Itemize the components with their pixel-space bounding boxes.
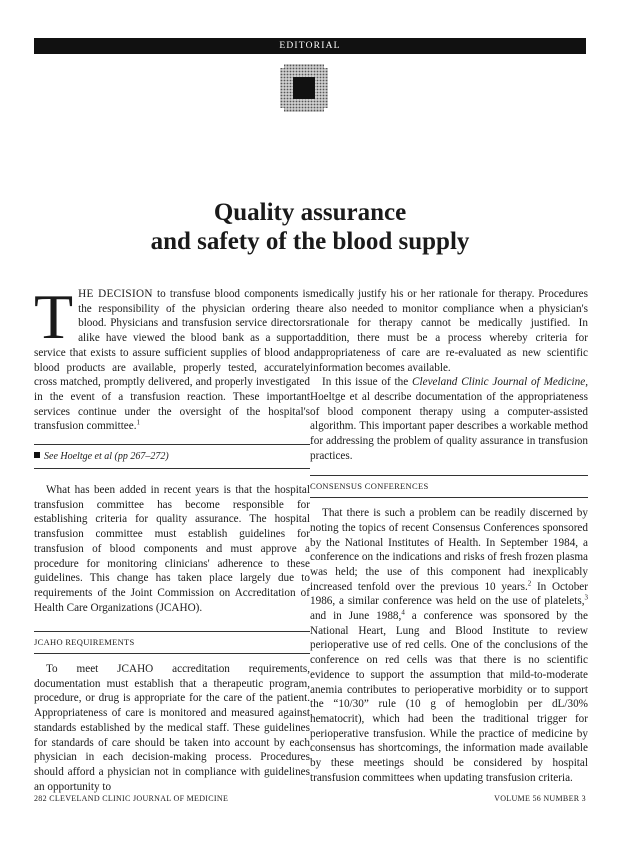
title-line-1: Quality assurance — [213, 199, 407, 226]
right-column — [310, 287, 588, 786]
footer-volume: VOLUME 56 NUMBER 3 — [494, 794, 586, 803]
consensus-text-b: In October 1986, a similar conference was held on the use of platelets, — [310, 580, 588, 608]
see-also-box — [34, 444, 310, 469]
consensus-text-d: a conference was sponsored by the National Heart, Lung and Blood Institute to review perioperative use of red cells. One of the conclusions of the conference on red cells was that there is no scientific evidence to support the assumption that mild-to-moderate anemia contributes to perioperative morbidity or to support the “10/30” rule (10 g of hemoglobin per dL/30% hematocrit), which had been the traditional trigger for perioperative transfusion. While the practice of medicine by consensus has shortcomings, the information made available by these meetings should be considered by hospital transfusion committees when updating transfusion criteria. — [310, 610, 588, 784]
section-header-bar — [34, 38, 586, 54]
section-heading-consensus: CONSENSUS CONFERENCES — [310, 475, 588, 498]
journal-logo-icon — [280, 64, 328, 112]
title-line-2: and safety of the blood supply — [150, 228, 470, 255]
opening-paragraph — [34, 281, 310, 434]
see-also-text: See Hoeltge et al (pp 267–272) — [44, 451, 169, 463]
reference-3: 3 — [584, 593, 588, 602]
section-label: EDITORIAL — [279, 41, 341, 51]
lead-caps: HE DECISION — [78, 288, 153, 300]
journal-para-post: , Hoeltge et al describe documentation of the appropriateness of blood component therapy using a computer-assisted algorithm. This important paper describes a workable method for addressing the problem of quality assurance in transfusion practices. — [310, 376, 588, 462]
journal-name: Cleveland Clinic Journal of Medicine — [412, 376, 586, 389]
article-title — [0, 198, 620, 256]
section-heading-jcaho: JCAHO REQUIREMENTS — [34, 631, 310, 654]
consensus-paragraph — [310, 506, 588, 785]
consensus-text-c: and in June 1988, — [310, 610, 402, 623]
footer-journal: 282 CLEVELAND CLINIC JOURNAL OF MEDICINE — [34, 794, 229, 803]
drop-cap: T — [34, 281, 74, 352]
square-bullet-icon — [34, 452, 40, 458]
opening-text: to transfuse blood components is the responsibility of the physician ordering the blood. Physicians and transfusion service directors alike have viewed the blood bank as a support service that exists to assure sufficient supplies of blood and blood products are available, properly tested, accurately cross matched, promptly delivered, and properly investigated in the event of a transfusion reaction. These important services continue under the oversight of the hospital's transfusion committee. — [34, 288, 310, 433]
reference-2: 2 — [527, 578, 532, 587]
journal-paragraph — [310, 375, 588, 463]
left-column — [34, 281, 310, 794]
continued-paragraph: medically justify his or her rationale for therapy. Procedures are also needed to monitor compliance when a physician's rationale for therapy cannot be medically justified. In addition, there must be a process whereby criteria for appropriateness of care are re-evaluated as new scientific information becomes available. — [310, 288, 588, 374]
paragraph-3: To meet JCAHO accreditation requirements, documentation must establish that a therapeutic program, procedure, or drug is appropriate for the care of the patient. Appropriateness of care is monitored and measured against standards established by the medical staff. These guidelines for standards of care should be taken into account by each physician in each decision-making process. Procedures should afford a physician not in compliance with guidelines an opportunity to — [34, 663, 310, 793]
reference-1: 1 — [136, 418, 141, 427]
reference-4: 4 — [401, 608, 405, 617]
journal-para-pre: In this issue of the — [322, 376, 413, 389]
consensus-text-a: That there is such a problem can be readily discerned by noting the topics of recent Consensus Conferences sponsored by the National Institutes of Health. In September 1984, a conference on the indications and risks of fresh frozen plasma was held; the use of this component had inexplicably increased tenfold over the previous 10 years. — [310, 507, 588, 593]
paragraph-2: What has been added in recent years is that the hospital transfusion committee has become responsible for establishing criteria for quality assurance. The hospital transfusion committee must establish guidelines for transfusion of blood components and must approve a procedure for monitoring clinicians' adherence to these guidelines. This change has taken place largely due to requirements of the Joint Commission on Accreditation of Health Care Organizations (JCAHO). — [34, 484, 310, 614]
